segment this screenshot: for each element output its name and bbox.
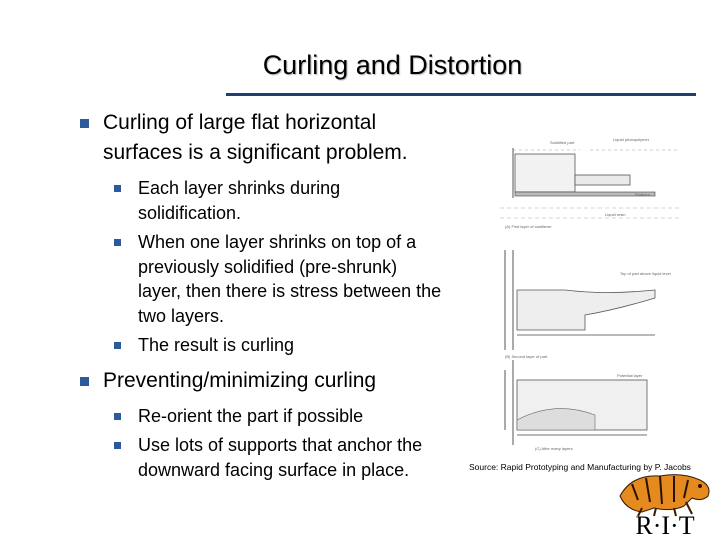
title-underline bbox=[226, 93, 696, 96]
panel-b-caption: (B) Second layer of part bbox=[505, 354, 548, 359]
logo-text: R·I·T bbox=[635, 511, 695, 538]
panel-b bbox=[505, 250, 671, 359]
label-liquid-resin: Liquid resin bbox=[605, 212, 626, 217]
bullet-marker-icon bbox=[80, 119, 89, 128]
panel-c bbox=[505, 360, 647, 451]
sub-bullet-item bbox=[78, 404, 443, 429]
sub-bullet-item bbox=[78, 176, 443, 225]
bullet-marker-icon bbox=[80, 377, 89, 386]
bullet-marker-icon bbox=[114, 185, 121, 192]
label-top-of-part: Top of part above liquid level bbox=[620, 271, 671, 276]
bullet-item bbox=[78, 366, 443, 396]
label-platform: Platform bbox=[635, 192, 650, 197]
label-solidified-part: Solidified part bbox=[550, 140, 575, 145]
bullet-text: Preventing/minimizing curling bbox=[103, 368, 377, 392]
panel-c-caption: (C) After many layers bbox=[535, 446, 573, 451]
sub-bullet-text: When one layer shrinks on top of a previously solidified (pre-shrunk) layer, then there is stress between the two layers. bbox=[138, 232, 442, 326]
panel-a-caption: (A) First layer of cantilever bbox=[505, 224, 552, 229]
sub-bullet-item bbox=[78, 230, 443, 328]
bullet-marker-icon bbox=[114, 342, 121, 349]
sub-bullet-item bbox=[78, 333, 443, 358]
curling-diagram bbox=[495, 130, 695, 455]
label-liquid-photopolymer: Liquid photopolymer bbox=[613, 137, 650, 142]
bullet-text: Curling of large flat horizontal surfaces is a significant problem. bbox=[103, 111, 408, 164]
sub-bullet-list bbox=[78, 176, 443, 358]
slide-title: Curling and Distortion bbox=[262, 50, 523, 80]
bullet-marker-icon bbox=[114, 413, 121, 420]
sub-bullet-list bbox=[78, 404, 443, 483]
sub-bullet-text: The result is curling bbox=[138, 335, 295, 355]
sub-bullet-item bbox=[78, 433, 443, 482]
label-potential-layer: Potential layer bbox=[617, 373, 643, 378]
bullet-marker-icon bbox=[114, 239, 121, 246]
bullet-item bbox=[78, 108, 443, 168]
rit-tiger-logo-icon bbox=[612, 462, 718, 538]
bullet-list bbox=[78, 108, 443, 482]
bullet-marker-icon bbox=[114, 442, 121, 449]
panel-a bbox=[500, 137, 680, 229]
sub-bullet-text: Each layer shrinks during solidification. bbox=[138, 178, 341, 223]
sub-bullet-text: Use lots of supports that anchor the downward facing surface in place. bbox=[138, 435, 423, 480]
sub-bullet-text: Re-orient the part if possible bbox=[138, 405, 364, 426]
source-credit: Source: Rapid Prototyping and Manufacturing by P. Jacobs bbox=[469, 462, 691, 472]
